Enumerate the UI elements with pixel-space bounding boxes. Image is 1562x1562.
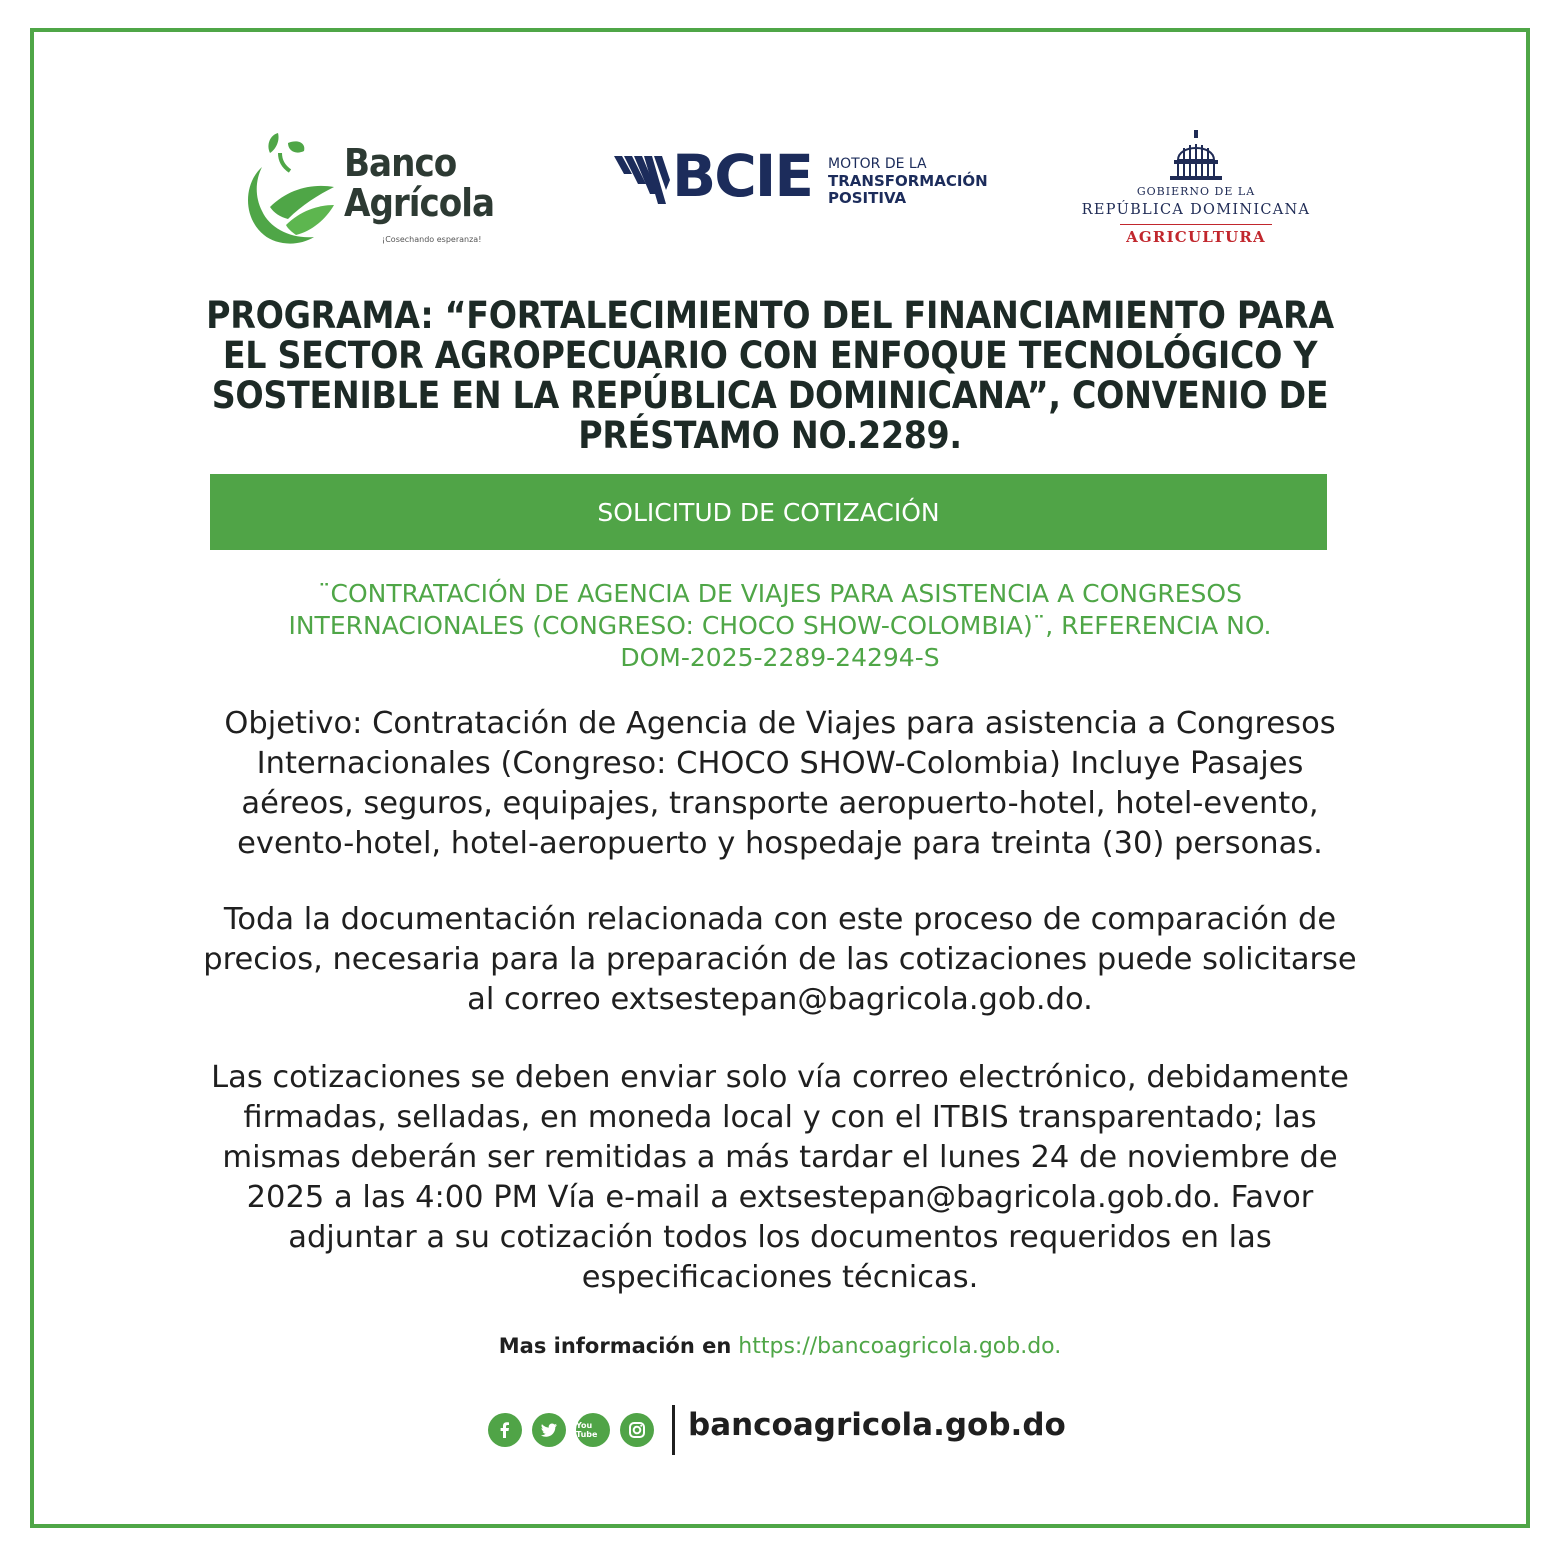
republica-line: REPÚBLICA DOMINICANA [1081, 202, 1311, 218]
social-footer [488, 1403, 1088, 1457]
more-info-link[interactable]: https://bancoagricola.gob.do. [738, 1334, 1062, 1359]
website-label[interactable]: bancoagricola.gob.do [688, 1407, 1066, 1443]
banco-agricola-tagline: ¡Cosechando esperanza! [382, 235, 482, 244]
banco-agricola-logo [240, 125, 495, 250]
palace-dome-icon [1166, 130, 1226, 182]
more-info-label: Mas información en [498, 1334, 732, 1358]
agricultura-line: AGRICULTURA [1126, 228, 1266, 246]
sprout-globe-icon [240, 125, 340, 250]
instagram-icon[interactable] [620, 1413, 654, 1447]
bcie-logo [612, 142, 1002, 210]
gobierno-line: GOBIERNO DE LA [1136, 185, 1256, 198]
gobierno-divider [1120, 224, 1272, 225]
reference-text: ¨CONTRATACIÓN DE AGENCIA DE VIAJES PARA ASISTENCIA A CONGRESOS INTERNACIONALES (CONGRESO: CHOCO SHOW-COLOMBIA)¨, REFERENCIA NO. DOM-2025-2289-24294-S [288, 579, 1272, 672]
bcie-stripes-icon [612, 150, 672, 210]
documentation-paragraph: Toda la documentación relacionada con este proceso de comparación de precios, necesaria para la preparación de las cotizaciones puede solicitarse al correo extsestepan@bagricola.gob.do. [203, 902, 1357, 1017]
solicitud-banner: SOLICITUD DE COTIZACIÓN [210, 474, 1327, 550]
facebook-icon[interactable] [488, 1413, 522, 1447]
footer-divider [672, 1405, 675, 1455]
more-info [230, 1334, 1330, 1359]
gobierno-agricultura-logo [1070, 130, 1322, 250]
banco-agricola-wordmark: Banco Agrícola [344, 141, 495, 225]
objective-paragraph: Objetivo: Contratación de Agencia de Viajes para asistencia a Congresos Internacionales (Congreso: CHOCO SHOW-Colombia) Incluye Pasajes aéreos, seguros, equipajes, transporte aeropuerto-hotel, hotel-evento, evento-hotel, hotel-aeropuerto y hospedaje para treinta (30) personas. [224, 706, 1336, 861]
twitter-icon[interactable] [532, 1413, 566, 1447]
bcie-tagline: MOTOR DE LA TRANSFORMACIÓN POSITIVA [828, 156, 988, 207]
youtube-icon[interactable]: You Tube [576, 1413, 610, 1447]
submission-paragraph: Las cotizaciones se deben enviar solo vía correo electrónico, debidamente firmadas, selladas, en moneda local y con el ITBIS transparentado; las mismas deberán ser remitidas a más tardar el lunes 24 de noviembre de 2025 a las 4:00 PM Vía e-mail a extsestepan@bagricola.gob.do. Favor adjuntar a su cotización todos los documentos requeridos en las especificaciones técnicas. [211, 1060, 1349, 1295]
program-title: PROGRAMA: “FORTALECIMIENTO DEL FINANCIAMIENTO PARA EL SECTOR AGROPECUARIO CON ENFOQUE TECNOLÓGICO Y SOSTENIBLE EN LA REPÚBLICA DOMINICANA”, CONVENIO DE PRÉSTAMO NO.2289. [206, 294, 1334, 457]
bcie-wordmark: BCIE [672, 142, 812, 210]
